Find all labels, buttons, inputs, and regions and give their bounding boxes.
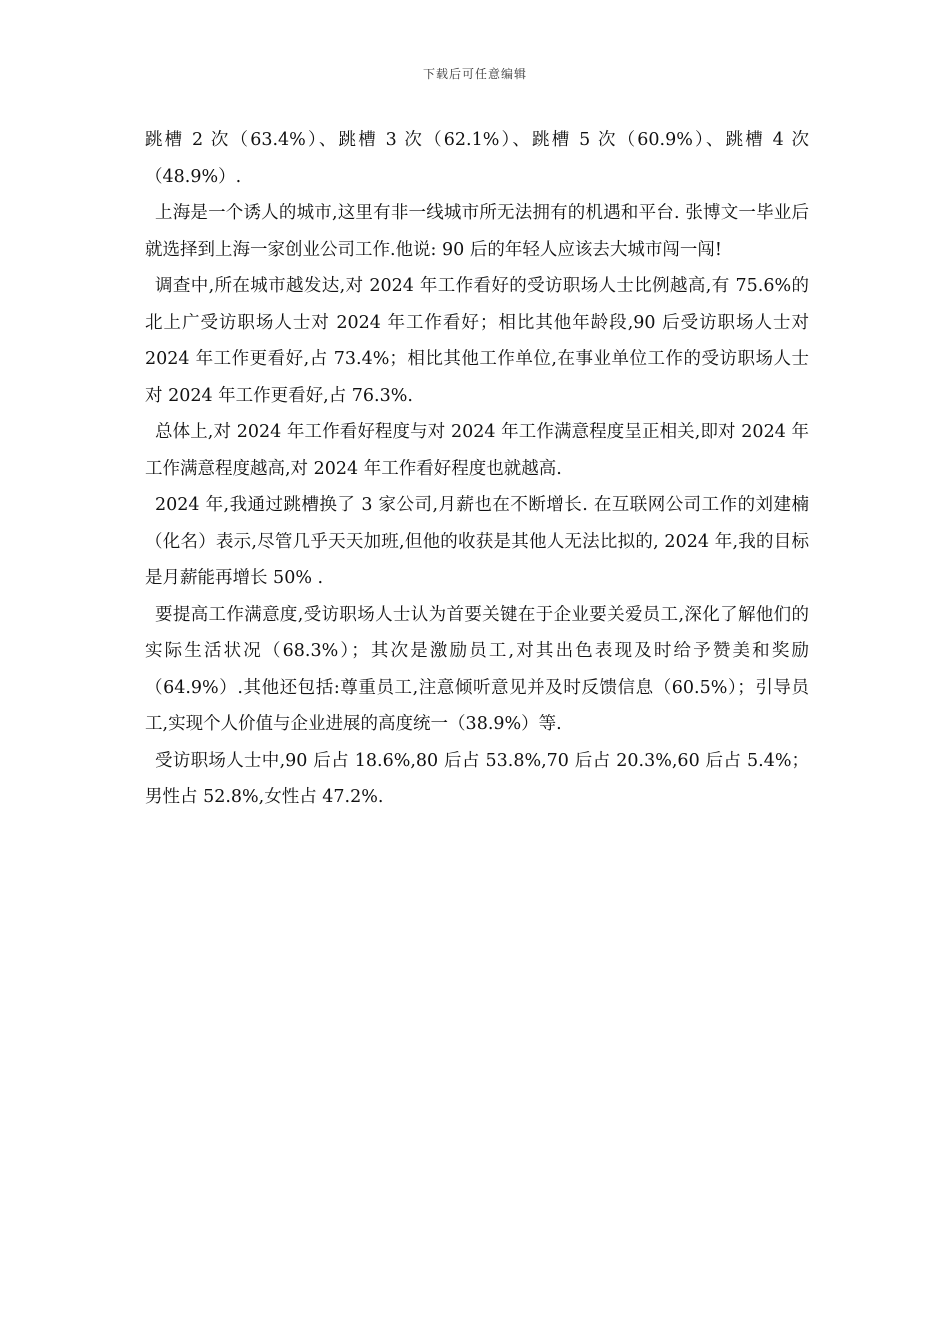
paragraph-correlation: 总体上,对 2024 年工作看好程度与对 2024 年工作满意程度呈正相关,即对 2024 年工作满意程度越高,对 2024 年工作看好程度也就越高. — [145, 422, 809, 479]
paragraph-shanghai: 上海是一个诱人的城市,这里有非一线城市所无法拥有的机遇和平台. 张博文一毕业后就选择到上海一家创业公司工作.他说: 90 后的年轻人应该去大城市闯一闯! — [145, 203, 809, 260]
paragraph-survey-city: 调查中,所在城市越发达,对 2024 年工作看好的受访职场人士比例越高,有 75.6%的北上广受访职场人士对 2024 年工作看好；相比其他年龄段,90 后受访职场人士对 2024 年工作更看好,占 73.4%；相比其他工作单位,在事业单位工作的受访职场人士对 2024 年工作更看好,占 76.3%. — [145, 276, 809, 406]
paragraph-job-hopping: 跳槽 2 次（63.4%）、跳槽 3 次（62.1%）、跳槽 5 次（60.9%）、跳槽 4 次（48.9%）. — [145, 130, 809, 187]
paragraph-satisfaction: 要提高工作满意度,受访职场人士认为首要关键在于企业要关爱员工,深化了解他们的实际生活状况（68.3%）；其次是激励员工,对其出色表现及时给予赞美和奖励（64.9%）.其他还包括:尊重员工,注意倾听意见并及时反馈信息（60.5%）；引导员工,实现个人价值与企业进展的高度统一（38.9%）等. — [145, 604, 809, 734]
page-header: 下载后可任意编辑 — [422, 67, 527, 81]
document-body — [145, 122, 809, 816]
paragraph-salary: 2024 年,我通过跳槽换了 3 家公司,月薪也在不断增长. 在互联网公司工作的刘建楠（化名）表示,尽管几乎天天加班,但他的收获是其他人无法比拟的, 2024 年,我的目标是月薪能再增长 50% . — [145, 495, 809, 588]
paragraph-demographics: 受访职场人士中,90 后占 18.6%,80 后占 53.8%,70 后占 20.3%,60 后占 5.4%；男性占 52.8%,女性占 47.2%. — [145, 750, 809, 807]
